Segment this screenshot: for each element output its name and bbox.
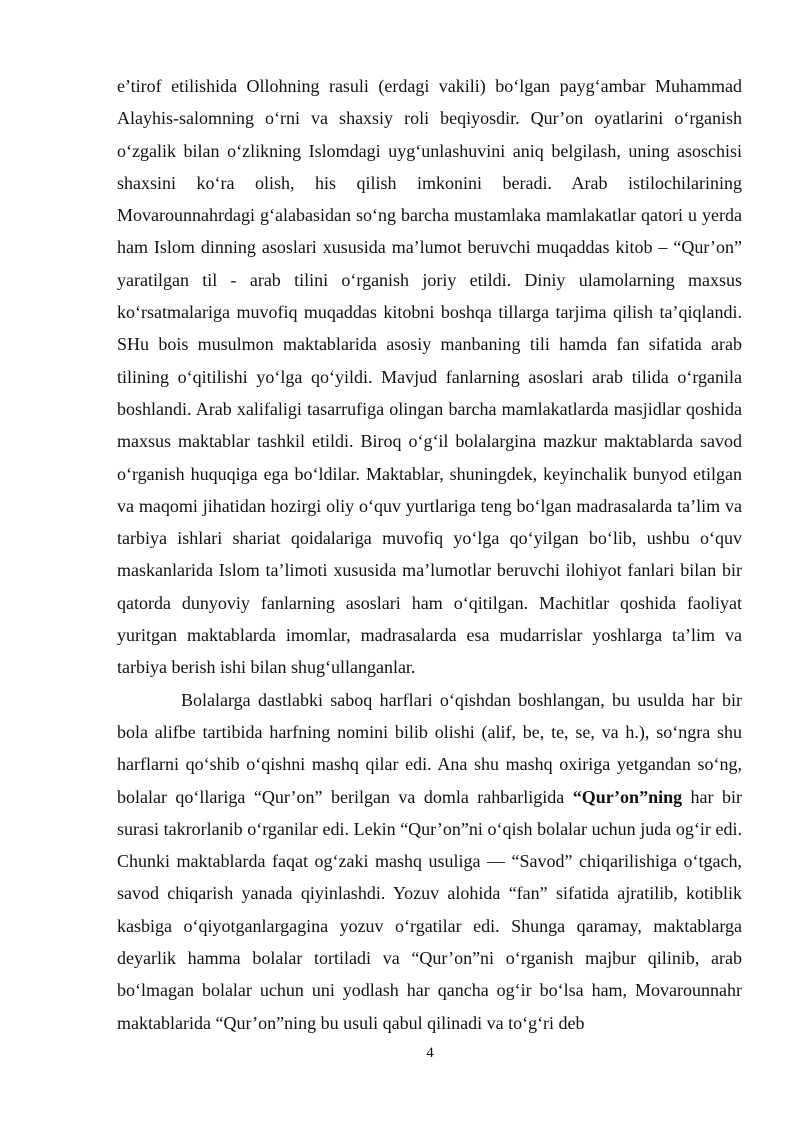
bold-term: “Qur’on”ning — [572, 786, 683, 807]
page-number: 4 — [426, 1045, 434, 1061]
paragraph-2 — [117, 684, 742, 1039]
paragraph-1 — [117, 70, 742, 684]
paragraph-2-text-start: Bolalarga dastlabki saboq harflari o‘qishdan boshlangan, bu usulda har bir bola alifbe tartibida harfning nomini bilib olishi (alif, be, te, se, va h.), so‘ngra shu harflarni qo‘shib o‘qishni mashq qilar edi. Ana shu mashq oxiriga yetgandan so‘ng, bolalar qo‘llariga “Qur’on” berilgan va domla rahbarligida — [117, 689, 742, 807]
paragraph-2-text-end: har bir surasi takrorlanib o‘rganilar edi. Lekin “Qur’on”ni o‘qish bolalar uchun juda og‘ir edi. Chunki maktablarda faqat og‘zaki mashq usuliga — “Savod” chiqarilishiga o‘tgach, savod chiqarish yanada qiyinlashdi. Yozuv alohida “fan” sifatida ajratilib, kotiblik kasbiga o‘qiyotganlargagina yozuv o‘rgatilar edi. Shunga qaramay, maktablarga deyarlik hamma bolalar tortiladi va “Qur’on”ni o‘rganish majbur qilinib, arab bo‘lmagan bolalar uchun uni yodlash har qancha og‘ir bo‘lsa ham, Movarounnahr maktablarida “Qur’on”ning bu usuli qabul qilinadi va to‘g‘ri deb — [117, 786, 742, 1033]
document-page — [117, 70, 742, 1039]
paragraph-1-text: e’tirof etilishida Ollohning rasuli (erdagi vakili) bo‘lgan payg‘ambar Muhammad Alayhis-salomning o‘rni va shaxsiy roli beqiyosdir. Qur’on oyatlarini o‘rganish o‘zgalik bilan o‘zlikning Islomdagi uyg‘unlashuvini aniq belgilash, uning asoschisi shaxsini ko‘ra olish, his qilish imkonini beradi. Arab istilochilarining Movarounnahrdagi g‘alabasidan so‘ng barcha mustamlaka mamlakatlar qatori u yerda ham Islom dinning asoslari xususida ma’lumot beruvchi muqaddas kitob – “Qur’on” yaratilgan til - arab tilini o‘rganish joriy etildi. Diniy ulamolarning maxsus ko‘rsatmalariga muvofiq muqaddas kitobni boshqa tillarga tarjima qilish ta’qiqlandi. SHu bois musulmon maktablarida asosiy manbaning tili hamda fan sifatida arab tilining o‘qitilishi yo‘lga qo‘yildi. Mavjud fanlarning asoslari arab tilida o‘rganila boshlandi. Arab xalifaligi tasarrufiga olingan barcha mamlakatlarda masjidlar qoshida maxsus maktablar tashkil etildi. Biroq o‘g‘il bolalargina mazkur maktablarda savod o‘rganish huquqiga ega bo‘ldilar. Maktablar, shuningdek, keyinchalik bunyod etilgan va maqomi jihatidan hozirgi oliy o‘quv yurtlariga teng bo‘lgan madrasalarda ta’lim va tarbiya ishlari shariat qoidalariga muvofiq yo‘lga qo‘yilgan bo‘lib, ushbu o‘quv maskanlarida Islom ta’limoti xususida ma’lumotlar beruvchi ilohiyot fanlari bilan bir qatorda dunyoviy fanlarning asoslari ham o‘qitilgan. Machitlar qoshida faoliyat yuritgan maktablarda imomlar, madrasalarda esa mudarrislar yoshlarga ta’lim va tarbiya berish ishi bilan shug‘ullanganlar. — [117, 76, 742, 678]
